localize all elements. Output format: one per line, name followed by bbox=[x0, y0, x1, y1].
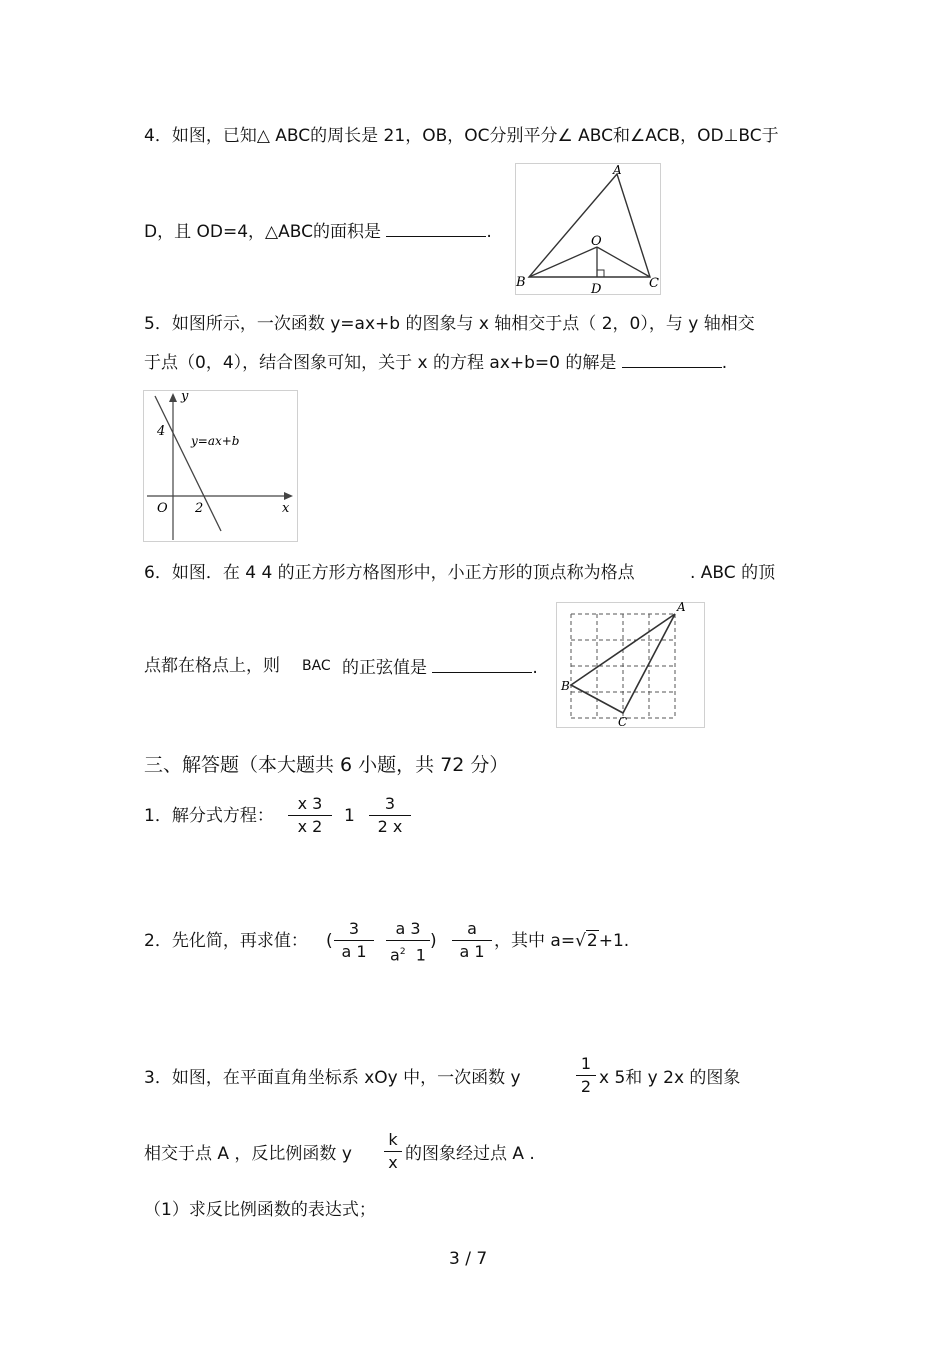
p2-f3-num: a bbox=[467, 919, 477, 938]
p1-label: 1．解分式方程： bbox=[144, 806, 274, 826]
p2-sqrt bbox=[575, 930, 599, 951]
q5-line2-text: 于点（0，4），结合图象可知，关于 x 的方程 ax+b=0 的解是 bbox=[144, 353, 617, 373]
q5-label-2: 2 bbox=[195, 501, 204, 516]
p2-f3-den: a 1 bbox=[459, 942, 485, 961]
q6-answer-blank bbox=[432, 656, 532, 673]
q4-line1: 4．如图，已知△ ABC的周长是 21，OB，OC分别平分∠ ABC和∠ACB，OD⊥BC于 bbox=[144, 126, 779, 146]
q6-line1a: 6．如图．在 4 4 的正方形方格图形中，小正方形的顶点称为格点 bbox=[144, 563, 635, 583]
p2-f2-den bbox=[386, 943, 430, 964]
q5-period: . bbox=[721, 353, 728, 373]
q6-line2c-text: 的正弦值是 bbox=[342, 658, 427, 678]
p3-line2b: 的图象经过点 A . bbox=[405, 1144, 535, 1164]
p2-fraction-1 bbox=[334, 920, 374, 961]
p2-sqrt-arg: 2 bbox=[586, 931, 598, 951]
p2-fraction-3 bbox=[452, 920, 492, 961]
p3-fraction-half bbox=[576, 1055, 596, 1096]
p3-k-bar bbox=[384, 1151, 402, 1152]
q4-label-D: D bbox=[591, 282, 602, 295]
p2-f1-bar bbox=[334, 940, 374, 941]
q6-line2a: 点都在格点上，则 bbox=[144, 656, 280, 676]
q4-answer-blank bbox=[386, 220, 486, 237]
q5-line2 bbox=[144, 351, 727, 373]
p3-sub1: （1）求反比例函数的表达式； bbox=[144, 1200, 376, 1220]
q4-triangle-figure bbox=[515, 163, 661, 295]
p2-f2-bar bbox=[386, 940, 430, 941]
q5-line-label: y=ax+b bbox=[191, 434, 240, 448]
p2-f1-num: 3 bbox=[348, 919, 360, 938]
p2-f2-den-b: 1 bbox=[415, 945, 426, 965]
q6-grid-figure bbox=[556, 602, 705, 728]
p2-fraction-2 bbox=[386, 920, 430, 964]
p2-f2-num: a 3 bbox=[395, 919, 421, 938]
p1-f2-bar bbox=[369, 815, 411, 816]
p3-line1a: 3．如图，在平面直角坐标系 xOy 中，一次函数 y bbox=[144, 1068, 521, 1088]
p1-f1-num: x 3 bbox=[297, 794, 323, 813]
q4-label-C: C bbox=[649, 276, 659, 291]
p2-lparen: ( bbox=[326, 931, 333, 951]
section3-title: 三、解答题（本大题共 6 小题，共 72 分） bbox=[144, 754, 509, 776]
p1-f2-den: 2 x bbox=[377, 817, 403, 836]
p2-f1-den: a 1 bbox=[341, 942, 367, 961]
q4-line2 bbox=[144, 220, 492, 242]
p2-f3-bar bbox=[452, 940, 492, 941]
p1-f1-bar bbox=[288, 815, 332, 816]
p2-f2-den-a: a bbox=[390, 945, 400, 965]
q6-label-C: C bbox=[618, 715, 628, 728]
p1-mid: 1 bbox=[344, 806, 355, 826]
p3-k-num: k bbox=[388, 1130, 398, 1149]
p2-tail-b: +1. bbox=[598, 931, 630, 951]
p3-f-bar bbox=[576, 1075, 596, 1076]
p3-fraction-k bbox=[384, 1131, 402, 1172]
p2-label: 2．先化简，再求值： bbox=[144, 931, 308, 951]
q6-line1b: . ABC 的顶 bbox=[690, 563, 776, 583]
page-number: 3 / 7 bbox=[449, 1249, 488, 1269]
p3-k-den: x bbox=[388, 1153, 398, 1172]
q6-line2c bbox=[342, 656, 538, 678]
p3-f-den: 2 bbox=[580, 1077, 592, 1096]
p1-fraction-1 bbox=[288, 795, 332, 836]
p1-f1-den: x 2 bbox=[297, 817, 323, 836]
q6-label-A: A bbox=[677, 602, 686, 614]
q4-label-A: A bbox=[613, 163, 622, 177]
q6-label-B: B bbox=[561, 679, 570, 693]
p2-rparen: ) bbox=[430, 931, 437, 951]
p3-f-num: 1 bbox=[580, 1054, 592, 1073]
q5-label-y-axis: y bbox=[181, 390, 189, 404]
q5-label-origin: O bbox=[157, 501, 168, 516]
q5-answer-blank bbox=[622, 351, 722, 368]
p2-f2-den-exp: 2 bbox=[399, 947, 406, 957]
q4-label-B: B bbox=[516, 275, 526, 290]
p1-f2-num: 3 bbox=[384, 794, 396, 813]
p2-sqrt-sign: √ bbox=[575, 931, 586, 951]
p3-line1b: x 5和 y 2x 的图象 bbox=[599, 1068, 741, 1088]
q6-period: . bbox=[532, 658, 538, 678]
q5-label-x-axis: x bbox=[282, 501, 290, 516]
p2-tail-a: ，其中 a= bbox=[494, 931, 576, 951]
q4-label-O: O bbox=[591, 234, 602, 249]
p2-tail bbox=[494, 931, 629, 951]
q5-graph-figure bbox=[143, 390, 298, 542]
q4-line2-text: D，且 OD=4，△ABC的面积是 bbox=[144, 222, 381, 242]
q5-line1: 5．如图所示，一次函数 y=ax+b 的图象与 x 轴相交于点（ 2，0），与 y 轴相交 bbox=[144, 314, 755, 334]
q5-label-4: 4 bbox=[157, 424, 166, 439]
q6-line2b: BAC bbox=[302, 658, 331, 674]
q4-period: . bbox=[486, 222, 492, 242]
p3-line2a: 相交于点 A ，反比例函数 y bbox=[144, 1144, 352, 1164]
p1-fraction-2 bbox=[369, 795, 411, 836]
